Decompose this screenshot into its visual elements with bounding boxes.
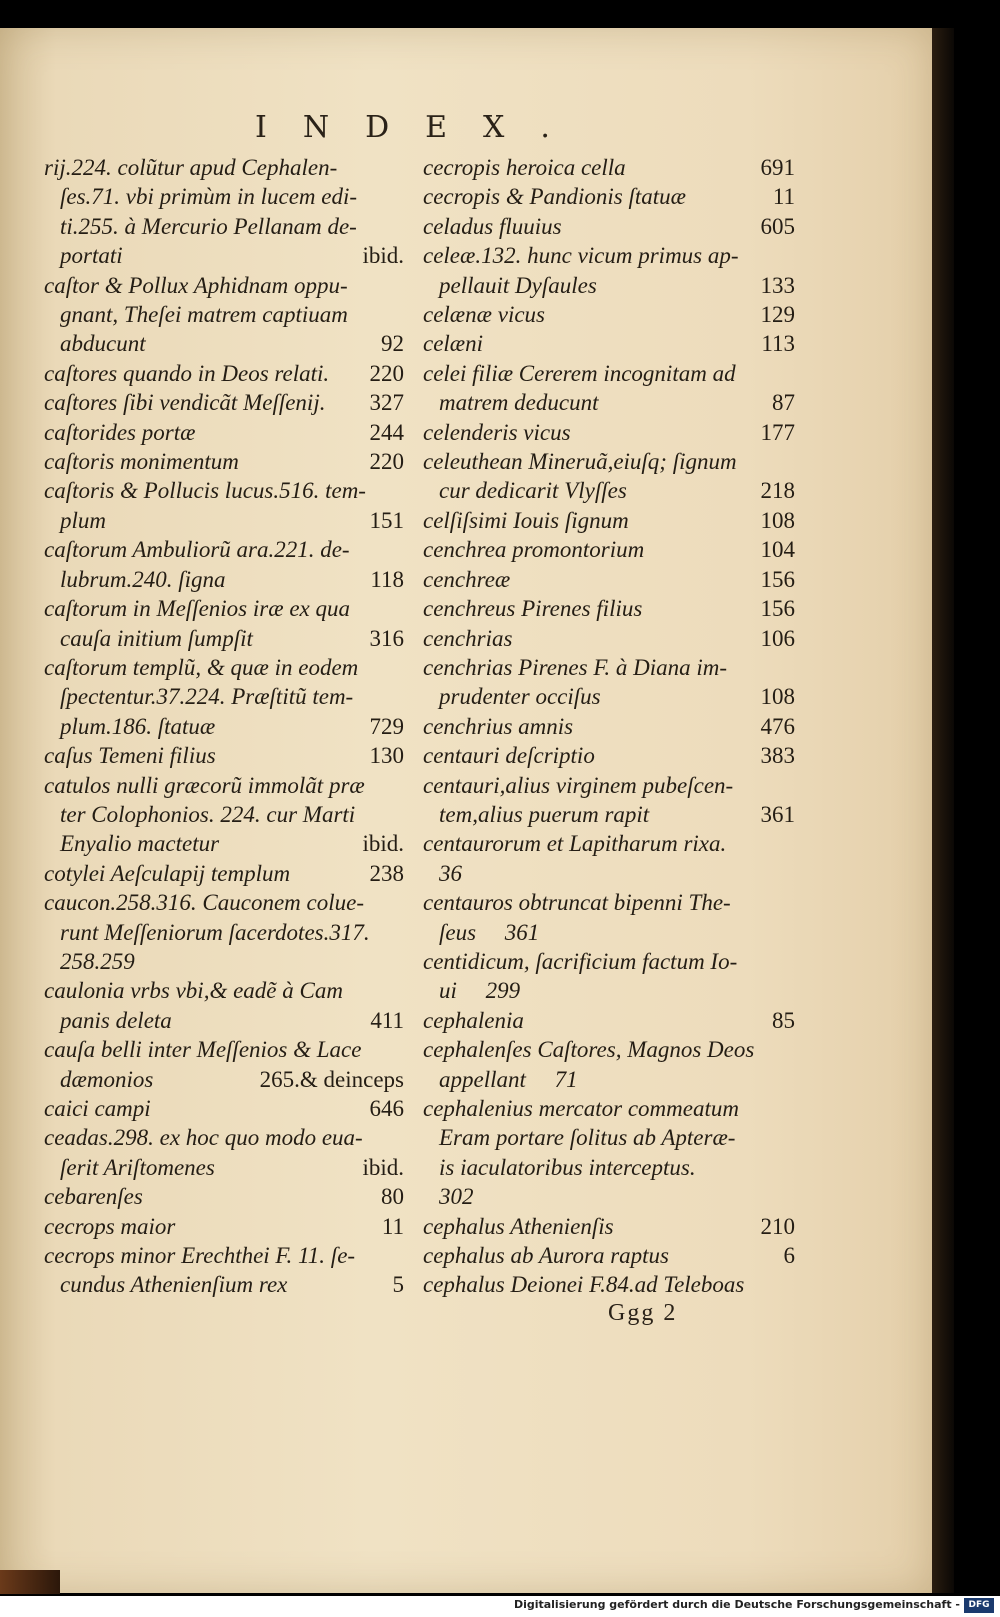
page-reference: 106 xyxy=(760,625,795,651)
binding-corner xyxy=(0,1570,60,1594)
entry-line: 258.259 xyxy=(60,948,135,974)
page-reference: 87 xyxy=(772,390,795,416)
page-reference: 156 xyxy=(760,596,795,622)
page-reference: 92 xyxy=(381,331,404,357)
entry-line: centaurorum et Lapitharum rixa. xyxy=(423,831,727,857)
index-entry xyxy=(423,212,795,241)
page-reference: 11 xyxy=(381,1213,404,1239)
running-head: INDEX. xyxy=(255,110,586,145)
index-entry xyxy=(423,1270,795,1299)
index-entry xyxy=(423,712,795,741)
page-reference: 327 xyxy=(369,390,404,416)
index-entry xyxy=(44,1094,404,1123)
page-reference: 210 xyxy=(760,1213,795,1239)
index-entry xyxy=(423,1212,795,1241)
index-entry xyxy=(44,476,404,535)
page-reference: 104 xyxy=(760,537,795,563)
index-entry xyxy=(44,271,404,359)
index-entry xyxy=(423,653,795,712)
entry-line: cur dedicarit Vlyſſes xyxy=(439,478,627,504)
digitization-footer xyxy=(0,1596,1000,1617)
index-entry xyxy=(44,447,404,476)
page-reference: 238 xyxy=(369,860,404,886)
entry-line: ceadas.298. ex hoc quo modo eua- xyxy=(44,1125,363,1151)
entry-line: caucon.258.316. Cauconem colue- xyxy=(44,890,365,916)
page-reference: ibid. xyxy=(362,1154,404,1180)
index-entry xyxy=(44,859,404,888)
index-entry xyxy=(423,241,795,300)
entry-line: ti.255. à Mercurio Pellanam de- xyxy=(60,213,357,239)
entry-line: ſpectentur.37.224. Præſtitũ tem- xyxy=(60,684,354,710)
entry-line: portati xyxy=(60,243,123,269)
entry-line: caſus Temeni filius xyxy=(44,743,216,769)
entry-line: abducunt xyxy=(60,331,146,357)
entry-line: Enyalio mactetur xyxy=(60,831,220,857)
entry-line: celeuthean Mineruã,eiuſq; ſignum xyxy=(423,449,737,475)
index-entry xyxy=(44,388,404,417)
entry-line: matrem deducunt xyxy=(439,390,599,416)
index-entry xyxy=(423,182,795,211)
entry-line: cephalenſes Caſtores, Magnos Deos xyxy=(423,1037,755,1063)
dfg-logo-icon: DFG xyxy=(964,1598,994,1613)
entry-line: dæmonios xyxy=(60,1066,154,1092)
entry-line: caſtorum in Meſſenios iræ ex qua xyxy=(44,596,350,622)
entry-line: celenderis vicus xyxy=(423,419,571,445)
index-entry xyxy=(423,447,795,506)
entry-line: celei filiæ Cererem incognitam ad xyxy=(423,360,736,386)
index-entry xyxy=(423,829,795,888)
page-reference: 85 xyxy=(772,1007,795,1033)
index-entry xyxy=(44,153,404,271)
entry-line: ſes.71. vbi primùm in lucem edi- xyxy=(60,184,358,210)
page-reference: 691 xyxy=(760,155,795,180)
index-entry xyxy=(423,1035,795,1094)
entry-line: cotylei Aeſculapij templum xyxy=(44,860,291,886)
entry-line: celadus fluuius xyxy=(423,213,562,239)
entry-line: catulos nulli græcorũ immolãt præ xyxy=(44,772,365,798)
index-entry xyxy=(423,506,795,535)
index-entry xyxy=(423,594,795,623)
index-entry xyxy=(423,1241,795,1270)
entry-line: 36 xyxy=(439,860,462,886)
entry-line: cauſa belli inter Meſſenios & Lace xyxy=(44,1037,362,1063)
entry-line: cauſa initium ſumpſit xyxy=(60,625,253,651)
entry-line: celſiſsimi Iouis ſignum xyxy=(423,507,629,533)
entry-line: ſeus 361 xyxy=(439,919,540,945)
entry-line: pellauit Dyſaules xyxy=(439,272,597,298)
page-reference: 151 xyxy=(369,507,404,533)
entry-line: cenchrea promontorium xyxy=(423,537,645,563)
entry-line: rij.224. colũtur apud Cephalen- xyxy=(44,155,338,180)
entry-line: cecropis & Pandionis ſtatuæ xyxy=(423,184,686,210)
index-entry xyxy=(423,1006,795,1035)
signature-mark: Ggg 2 xyxy=(608,1300,678,1326)
entry-line: cephalenia xyxy=(423,1007,524,1033)
entry-line: cundus Athenienſium rex xyxy=(60,1272,288,1298)
entry-line: tem,alius puerum rapit xyxy=(439,801,650,827)
entry-line: caſtorides portæ xyxy=(44,419,196,445)
index-entry xyxy=(423,771,795,830)
entry-line: celeæ.132. hunc vicum primus ap- xyxy=(423,243,739,269)
index-entry xyxy=(44,976,404,1035)
index-entry xyxy=(44,359,404,388)
entry-line: caſtores quando in Deos relati. xyxy=(44,360,330,386)
index-entry xyxy=(423,888,795,947)
index-entry xyxy=(423,1094,795,1212)
entry-line: cephalus ab Aurora raptus xyxy=(423,1243,669,1269)
page-reference: 118 xyxy=(370,566,404,592)
page-reference: ibid. xyxy=(362,831,404,857)
entry-line: caici campi xyxy=(44,1096,151,1121)
index-entry xyxy=(44,741,404,770)
entry-line: caſtoris & Pollucis lucus.516. tem- xyxy=(44,478,366,504)
entry-line: cecropis heroica cella xyxy=(423,155,626,180)
page-reference: 265.& deinceps xyxy=(259,1066,404,1092)
entry-line: caulonia vrbs vbi,& eadẽ à Cam xyxy=(44,978,343,1004)
page-reference: 129 xyxy=(760,302,795,328)
index-entry xyxy=(423,947,795,1006)
entry-line: prudenter occiſus xyxy=(439,684,601,710)
entry-line: plum.186. ſtatuæ xyxy=(60,713,216,739)
page-reference: 6 xyxy=(783,1243,795,1269)
page-reference: 177 xyxy=(760,419,795,445)
page-reference: 130 xyxy=(369,743,404,769)
index-entry xyxy=(44,594,404,653)
index-entry xyxy=(423,624,795,653)
index-entry xyxy=(423,565,795,594)
index-entry xyxy=(44,888,404,976)
page-reference: 316 xyxy=(369,625,404,651)
index-entry xyxy=(44,771,404,859)
entry-line: panis deleta xyxy=(60,1007,172,1033)
page-reference: 108 xyxy=(760,507,795,533)
page-reference: 133 xyxy=(760,272,795,298)
entry-line: cebarenſes xyxy=(44,1184,143,1210)
entry-line: cephalus Deionei F.84.ad Teleboas xyxy=(423,1272,745,1298)
index-entry xyxy=(44,1182,404,1211)
entry-line: cecrops minor Erechthei F. 11. ſe- xyxy=(44,1243,356,1269)
page-reference: 361 xyxy=(760,801,795,827)
page-reference: 244 xyxy=(369,419,404,445)
entry-line: cenchreus Pirenes filius xyxy=(423,596,643,622)
entry-line: ui 299 xyxy=(439,978,521,1004)
index-entry xyxy=(44,535,404,594)
entry-line: caſtoris monimentum xyxy=(44,449,239,475)
page-reference: 411 xyxy=(370,1007,404,1033)
index-entry xyxy=(44,1035,404,1094)
page-reference: 220 xyxy=(369,449,404,475)
page-reference: 476 xyxy=(760,713,795,739)
entry-line: cephalenius mercator commeatum xyxy=(423,1096,739,1121)
index-column-right xyxy=(423,153,795,1300)
entry-line: caſtor & Pollux Aphidnam oppu- xyxy=(44,272,348,298)
index-entry xyxy=(44,653,404,741)
page-reference: 646 xyxy=(369,1096,404,1121)
page-reference: 156 xyxy=(760,566,795,592)
entry-line: cecrops maior xyxy=(44,1213,176,1239)
entry-line: plum xyxy=(60,507,106,533)
entry-line: cenchrius amnis xyxy=(423,713,574,739)
page-reference: 5 xyxy=(392,1272,404,1298)
footer-credit: Digitalisierung gefördert durch die Deutsche Forschungsgemeinschaft - xyxy=(513,1598,960,1611)
index-entry xyxy=(44,1123,404,1182)
page-reference: 218 xyxy=(760,478,795,504)
entry-line: cenchreæ xyxy=(423,566,511,592)
entry-line: runt Meſſeniorum ſacerdotes.317. xyxy=(60,919,370,945)
page-reference: 383 xyxy=(760,743,795,769)
entry-line: cephalus Athenienſis xyxy=(423,1213,614,1239)
index-entry xyxy=(44,1241,404,1300)
index-column-left xyxy=(44,153,404,1300)
page-reference: 108 xyxy=(760,684,795,710)
page-reference: 11 xyxy=(772,184,795,210)
entry-line: centidicum, ſacrificium factum Io- xyxy=(423,948,738,974)
entry-line: cenchrias xyxy=(423,625,513,651)
index-entry xyxy=(423,153,795,182)
entry-line: ter Colophonios. 224. cur Marti xyxy=(60,801,356,827)
page-reference: 605 xyxy=(760,213,795,239)
entry-line: centauri deſcriptio xyxy=(423,743,595,769)
entry-line: caſtorum templũ, & quæ in eodem xyxy=(44,654,359,680)
entry-line: caſtorum Ambuliorũ ara.221. de- xyxy=(44,537,350,563)
index-entry xyxy=(44,1212,404,1241)
entry-line: is iaculatoribus interceptus. xyxy=(439,1154,696,1180)
entry-line: celæni xyxy=(423,331,484,357)
entry-line: centauri,alius virginem pubeſcen- xyxy=(423,772,734,798)
page-reference: 220 xyxy=(369,360,404,386)
index-entry xyxy=(423,329,795,358)
index-entry xyxy=(44,418,404,447)
page-reference: 729 xyxy=(369,713,404,739)
index-entry xyxy=(423,418,795,447)
entry-line: Eram portare ſolitus ab Apteræ- xyxy=(439,1125,736,1151)
entry-line: lubrum.240. ſigna xyxy=(60,566,226,592)
index-entry xyxy=(423,300,795,329)
index-entry xyxy=(423,741,795,770)
entry-line: ſerit Ariſtomenes xyxy=(60,1154,215,1180)
entry-line: 302 xyxy=(439,1184,474,1210)
index-entry xyxy=(423,535,795,564)
entry-line: gnant, Theſei matrem captiuam xyxy=(60,302,348,328)
entry-line: caſtores ſibi vendicãt Meſſenij. xyxy=(44,390,326,416)
page-reference: 113 xyxy=(761,331,795,357)
index-entry xyxy=(423,359,795,418)
page-reference: 80 xyxy=(381,1184,404,1210)
entry-line: cenchrias Pirenes F. à Diana im- xyxy=(423,654,728,680)
entry-line: celænæ vicus xyxy=(423,302,545,328)
entry-line: centauros obtruncat bipenni The- xyxy=(423,890,731,916)
entry-line: appellant 71 xyxy=(439,1066,578,1092)
book-edge xyxy=(932,28,954,1593)
page-reference: ibid. xyxy=(362,243,404,269)
